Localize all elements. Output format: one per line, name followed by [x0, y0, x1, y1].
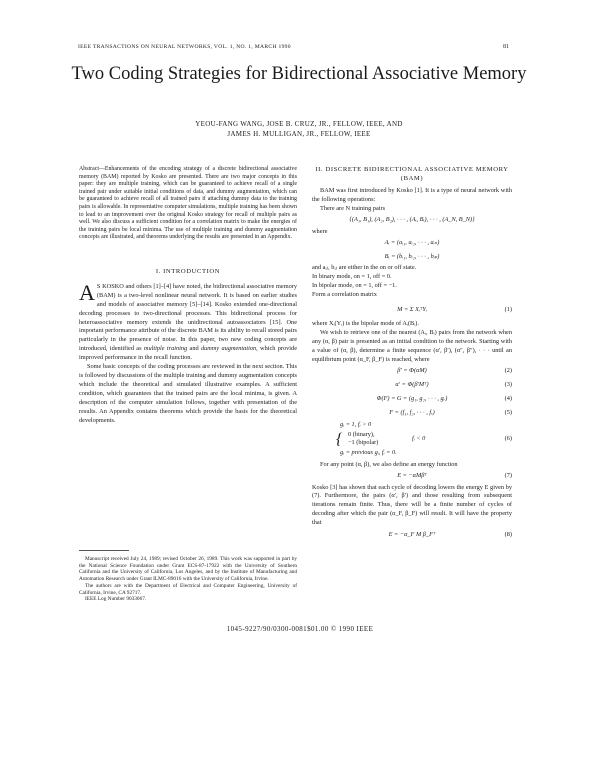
equation-6-case-2b: −1 (bipolar)	[348, 438, 379, 446]
equation-6-case-3: gᵢ = previous gᵢ, fᵢ = 0.	[340, 448, 397, 456]
term-multiple-training: multiple training	[143, 345, 188, 353]
bam-section	[312, 166, 512, 542]
running-head: IEEE TRANSACTIONS ON NEURAL NETWORKS, VOL. 1, NO. 1, MARCH 1990	[78, 44, 291, 50]
bam-paragraph-retrieve: We wish to retrieve one of the nearest (Aᵢ, Bᵢ) pairs from the network when any (α, β) pair is presented as an initial condition to the network. Starting with a value of (α, β), determine a finite sequence (α′, β′), (α″, β″), · · · until an equilibrium point (α_F, β_F) is reached, where	[312, 328, 512, 363]
equation-6-label: (6)	[504, 434, 512, 442]
equation-3-label: (3)	[504, 381, 512, 389]
intro-paragraph-1: A S KOSKO and others [1]–[4] have noted, the bidirectional associative memory (BAM) is a two-level nonlinear neural network. It is based on earlier studies and models of associative memory [5]–[14]. Kosko extended one-directional decoding processes to two-directional processes. This bidirectional process for heteroassociative memory extends the unidirectional autoassociators [15]. One important performance attribute of the discrete BAM is its ability to recall stored pairs particularly in the presence of noise. In this paper, two new coding concepts are introduced, identified as multiple training and dummy augmentation, which provide improved performance in the recall function.	[79, 279, 297, 362]
equation-6-case-2a: 0 (binary),	[348, 430, 375, 438]
equation-6-case-1: gᵢ = 1, fᵢ > 0	[340, 420, 372, 428]
footnote-log-number: IEEE Log Number 9033067.	[85, 596, 147, 603]
drop-cap: A	[79, 279, 95, 305]
bam-paragraph-1: BAM was first introduced by Kosko [1]. It is a type of neural network with the following operations:	[312, 186, 512, 203]
equation-5-label: (5)	[504, 409, 512, 417]
equation-6-case-2-condition: fᵢ < 0	[412, 434, 426, 442]
term-dummy-augmentation: dummy augmentation	[200, 345, 257, 353]
equation-1: M = Σ XᵢᵀYᵢ (1)	[397, 305, 512, 313]
footnote-manuscript: Manuscript received July 24, 1989; revised October 26, 1989. This work was supported in part by the National Science Foundation under Grant ECS-87-17922 with the University of Southern California and the University of California, Los Angeles, and by the Institute of Manufacturing and Automation Research under Grant ILMC-89016 with the University of California, Irvine.	[79, 556, 297, 583]
equation-4: Φ(F) = G = (g₁, g₂, · · · , gᵣ) (4)	[376, 395, 512, 403]
equation-6-brace: {	[336, 430, 343, 448]
footnote-rule	[79, 550, 129, 551]
equation-5: F = (f₁, f₂, · · · , fᵣ) (5)	[389, 409, 512, 417]
bam-paragraph-energy: For any point (α, β), we also define an energy function	[320, 460, 458, 468]
copyright-line: 1045-9227/90/0300-0081$01.00 © 1990 IEEE	[226, 625, 374, 633]
bam-paragraph-3: and aᵢⱼ, bᵢⱼ are either in the on or off state.	[312, 264, 417, 272]
equation-7-label: (7)	[504, 472, 512, 480]
equation-3: α′ = Φ(β′Mᵀ) (3)	[395, 381, 512, 389]
equation-8: E = −α_F M β_Fᵀ (8)	[388, 530, 512, 538]
bam-paragraph-2: There are N training pairs	[320, 204, 386, 212]
bam-bipolar-mode: In bipolar mode, on = 1, off = −1.	[312, 282, 397, 290]
equation-7: E = −αMβᵀ (7)	[397, 472, 512, 480]
where-label: where	[312, 227, 328, 235]
equation-6	[312, 421, 512, 461]
section-heading-introduction: I. INTRODUCTION	[155, 268, 221, 275]
footnote-affiliation: The authors are with the Department of Electrical and Computer Engineering, University of California, Irvine, CA 92717.	[79, 582, 297, 596]
equation-2: β′ = Φ(αM) (2)	[397, 367, 512, 375]
intro-paragraph-2: Some basic concepts of the coding processes are reviewed in the next section. This is followed by discussions of the multiple training and dummy augmentation concepts which include the theoretical and simulated illustrative examples. A sufficient condition, which guarantees that the trained pairs are the local minima, is given. A description of the computer simulation follows, together with presentation of the results. An Appendix contains theorems which provide the basis for the theoretical developments.	[79, 363, 297, 424]
equation-a: Aᵢ = (aᵢ₁, aᵢ₂, · · · , aᵢₙ)	[384, 238, 440, 246]
bam-paragraph-bipolar: where Xᵢ(Yᵢ) is the bipolar mode of Aᵢ(Bᵢ).	[312, 320, 419, 328]
author-line-2: JAMES H. MULLIGAN, JR., FELLOW, IEEE	[227, 130, 371, 138]
abstract: Abstract—Enhancements of the encoding strategy of a discrete bidirectional associative memory (BAM) reported by Kosko are presented. There are two major concepts in this paper: they are multiple training, which can be guaranteed to achieve recall of a single trained pair under suitable initial conditions of data, and dummy augmentation, which can be guaranteed to achieve recall of all trained pairs if attaching dummy data to the training pairs is allowable. In representative computer simulations, multiple training has been shown to lead to an improvement over the original Kosko strategy for recall of multiple pairs as well. We also discuss a sufficient condition for a correlation matrix to make the energies of the training pairs be local minima. The use of multiple training and dummy augmentation concepts are illustrated, and theorems underlying the results are presented in an Appendix.	[79, 166, 297, 241]
training-pairs-set: {(A₁, B₁), (A₂, B₂), · · · , (Aᵢ, Bᵢ), · · · , (A_N, B_N)}	[349, 216, 475, 224]
bam-binary-mode: In binary mode, on = 1, off = 0.	[312, 273, 392, 281]
bam-paragraph-kosko: Kosko [3] has shown that each cycle of decoding lowers the energy E given by (7). Furthermore, the pairs (α′, β′) and those resulting from subsequent iterations remain finite. Thus, there will be a finite number of cycles of decoding after which the pair (α_F, β_F) will result. It will have the property that	[312, 483, 512, 527]
equation-b: Bᵢ = (bᵢ₁, bᵢ₂, · · · , bᵢₚ)	[384, 252, 440, 260]
section-heading-bam: II. DISCRETE BIDIRECTIONAL ASSOCIATIVE MEMORY (BAM)	[315, 166, 509, 182]
bam-paragraph-correlation: Form a correlation matrix	[312, 291, 377, 299]
equation-4-label: (4)	[504, 395, 512, 403]
equation-2-label: (2)	[504, 367, 512, 375]
paper-title: Two Coding Strategies for Bidirectional Associative Memory	[71, 64, 527, 84]
author-block	[60, 119, 538, 139]
page-number: 81	[503, 44, 509, 50]
footnote	[79, 556, 297, 603]
equation-8-label: (8)	[504, 530, 512, 538]
equation-1-label: (1)	[504, 305, 512, 313]
introduction-section	[79, 268, 297, 425]
author-line-1: YEOU-FANG WANG, JOSE B. CRUZ, JR., FELLOW, IEEE, AND	[195, 120, 403, 128]
